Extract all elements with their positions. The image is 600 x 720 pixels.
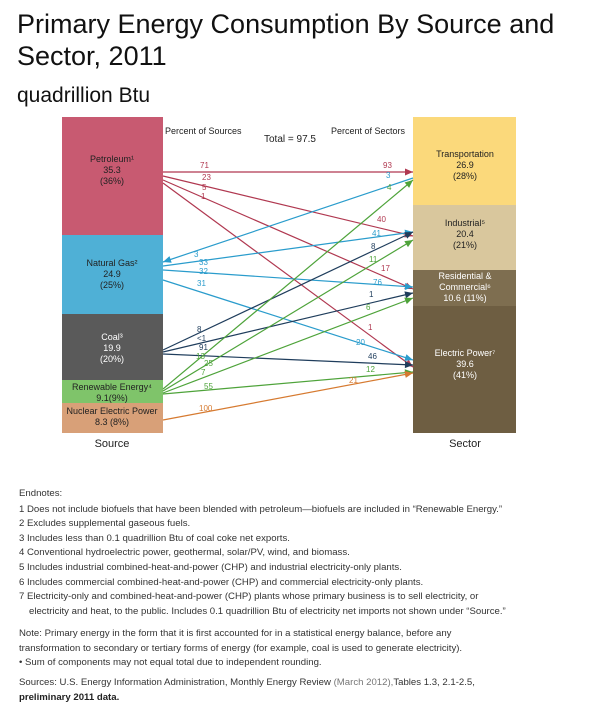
endnote-7: 7 Electricity-only and combined-heat-and-power (CHP) plants whose primary business is to sell electricity, or bbox=[19, 591, 479, 603]
source-label-nuclear-1: 8.3 (8%) bbox=[94, 417, 130, 427]
flow-arrowhead bbox=[404, 291, 413, 298]
flow-arrowhead bbox=[163, 256, 172, 263]
source-label-natural-gas-0: Natural Gas² bbox=[86, 258, 138, 268]
flow-arrowhead bbox=[404, 240, 413, 247]
flow-source-pct: <1 bbox=[197, 334, 207, 343]
flow-source-pct: 100 bbox=[199, 404, 213, 413]
sector-label-residential-2: 10.6 (11%) bbox=[443, 293, 487, 303]
sources-text: Sources: U.S. Energy Information Administration, Monthly Energy Review bbox=[19, 677, 331, 688]
sources-date: (March 2012), bbox=[333, 677, 394, 688]
endnote-3: 3 Includes less than 0.1 quadrillion Btu of coal coke net exports. bbox=[19, 532, 290, 544]
source-label-natural-gas-2: (25%) bbox=[99, 280, 125, 290]
flow-sector-pct: 46 bbox=[368, 352, 377, 361]
axis-label-source: Source bbox=[94, 438, 130, 450]
sector-label-residential-0: Residential & bbox=[438, 271, 492, 281]
note-line-1: Note: Primary energy in the form that it is first accounted for in a statistical energy balance, before any bbox=[19, 628, 452, 639]
endnote-1: 1 Does not include biofuels that have been blended with petroleum—biofuels are included in “Renewable Energy.” bbox=[19, 503, 503, 515]
sector-label-transportation-1: 26.9 bbox=[456, 160, 474, 170]
note-line-2: transformation to secondary or tertiary forms of energy (for example, coal is used to generate electricity). bbox=[19, 642, 463, 654]
sector-label-electric-1: 39.6 bbox=[456, 359, 474, 369]
flow-labels bbox=[194, 161, 392, 413]
note-section bbox=[19, 627, 589, 671]
source-label-coal-0: Coal³ bbox=[101, 332, 123, 342]
sources-section bbox=[19, 676, 589, 705]
sector-label-transportation-0: Transportation bbox=[436, 149, 494, 159]
flow-source-pct: 91 bbox=[199, 343, 208, 352]
flow-sector-pct: 6 bbox=[366, 303, 371, 312]
flow-source-pct: 31 bbox=[197, 279, 206, 288]
axis-label-sector: Sector bbox=[449, 438, 481, 450]
flow-source-pct: 5 bbox=[202, 183, 207, 192]
flow-sector-pct: 3 bbox=[386, 171, 391, 180]
flow-sector-pct: 12 bbox=[366, 365, 375, 374]
sector-label-residential-1: Commercial⁶ bbox=[439, 282, 491, 292]
flow-sector-pct: 41 bbox=[372, 229, 381, 238]
sector-label-industrial-0: Industrial⁵ bbox=[444, 218, 486, 228]
sector-label-industrial-1: 20.4 bbox=[456, 229, 474, 239]
source-label-petroleum-2: (36%) bbox=[99, 176, 125, 186]
endnote-6: 6 Includes commercial combined-heat-and-power (CHP) and commercial electricity-only plants. bbox=[19, 576, 424, 588]
subtitle-units: quadrillion Btu bbox=[17, 84, 151, 107]
source-label-petroleum-0: Petroleum¹ bbox=[89, 154, 135, 164]
flow-source-pct: 55 bbox=[204, 382, 213, 391]
flow-sector-pct: 93 bbox=[383, 161, 392, 170]
flow-sector-pct: 1 bbox=[369, 290, 374, 299]
flow-source-pct: 7 bbox=[201, 368, 206, 377]
source-label-renewable-1: 9.1(9%) bbox=[96, 393, 128, 403]
note-line-3: • Sum of components may not equal total due to independent rounding. bbox=[19, 657, 322, 669]
endnote-2: 2 Excludes supplemental gaseous fuels. bbox=[19, 518, 191, 530]
flow-sector-pct: 20 bbox=[356, 338, 365, 347]
flow-arrowhead bbox=[405, 169, 413, 176]
flow-sector-pct: 11 bbox=[369, 255, 378, 264]
flow-arrowhead bbox=[404, 298, 413, 305]
flow-source-pct: 33 bbox=[199, 258, 208, 267]
flow-source-pct: 8 bbox=[197, 325, 202, 334]
sector-label-industrial-2: (21%) bbox=[452, 240, 478, 250]
source-label-natural-gas-1: 24.9 bbox=[103, 269, 121, 279]
flow-source-pct: 13 bbox=[196, 352, 205, 361]
page-title: Primary Energy Consumption By Source and Sector, 2011 bbox=[17, 9, 555, 71]
endnotes bbox=[19, 487, 589, 619]
endnotes-heading: Endnotes: bbox=[19, 488, 63, 499]
sector-label-electric-0: Electric Power⁷ bbox=[434, 348, 496, 358]
endnote-5: 5 Includes industrial combined-heat-and-power (CHP) and industrial electricity-only plants. bbox=[19, 561, 402, 573]
flow-source-pct: 32 bbox=[199, 267, 208, 276]
sources-preliminary: preliminary 2011 data. bbox=[19, 691, 120, 703]
source-label-petroleum-1: 35.3 bbox=[103, 165, 121, 175]
source-label-coal-1: 19.9 bbox=[103, 343, 121, 353]
header-percent-of-sources: Percent of Sources bbox=[165, 126, 242, 136]
flow-source-pct: 23 bbox=[202, 173, 211, 182]
flow-source-pct: 25 bbox=[204, 359, 213, 368]
flow-arrowhead bbox=[404, 354, 413, 361]
flow-sector-pct: 76 bbox=[373, 278, 382, 287]
header-percent-of-sectors: Percent of Sectors bbox=[331, 126, 406, 136]
source-label-renewable-0: Renewable Energy⁴ bbox=[72, 382, 152, 392]
source-label-nuclear-0: Nuclear Electric Power bbox=[66, 406, 158, 416]
flow-sector-pct: 21 bbox=[349, 376, 358, 385]
flow-source-pct: 1 bbox=[201, 192, 206, 201]
flow-source-pct: 71 bbox=[200, 161, 209, 170]
source-label-coal-2: (20%) bbox=[99, 354, 125, 364]
flow-source-pct: 3 bbox=[194, 250, 199, 259]
sources-tables: Tables 1.3, 2.1-2.5, bbox=[393, 677, 475, 688]
header-total: Total = 97.5 bbox=[264, 134, 316, 145]
sector-label-transportation-2: (28%) bbox=[452, 171, 478, 181]
flow-sector-pct: 1 bbox=[368, 323, 373, 332]
flow-petroleum-to-industrial bbox=[163, 176, 413, 236]
flow-sector-pct: 4 bbox=[387, 183, 392, 192]
flow-lines bbox=[163, 169, 413, 421]
endnote-4: 4 Conventional hydroelectric power, geothermal, solar/PV, wind, and biomass. bbox=[19, 547, 350, 559]
flow-sector-pct: 17 bbox=[381, 264, 390, 273]
sector-label-electric-2: (41%) bbox=[452, 370, 478, 380]
flow-sector-pct: 8 bbox=[371, 242, 376, 251]
flow-sector-pct: 40 bbox=[377, 215, 386, 224]
endnote-7-continued: electricity and heat, to the public. Includes 0.1 quadrillion Btu of electricity net imports not shown under “Source.” bbox=[29, 605, 506, 617]
